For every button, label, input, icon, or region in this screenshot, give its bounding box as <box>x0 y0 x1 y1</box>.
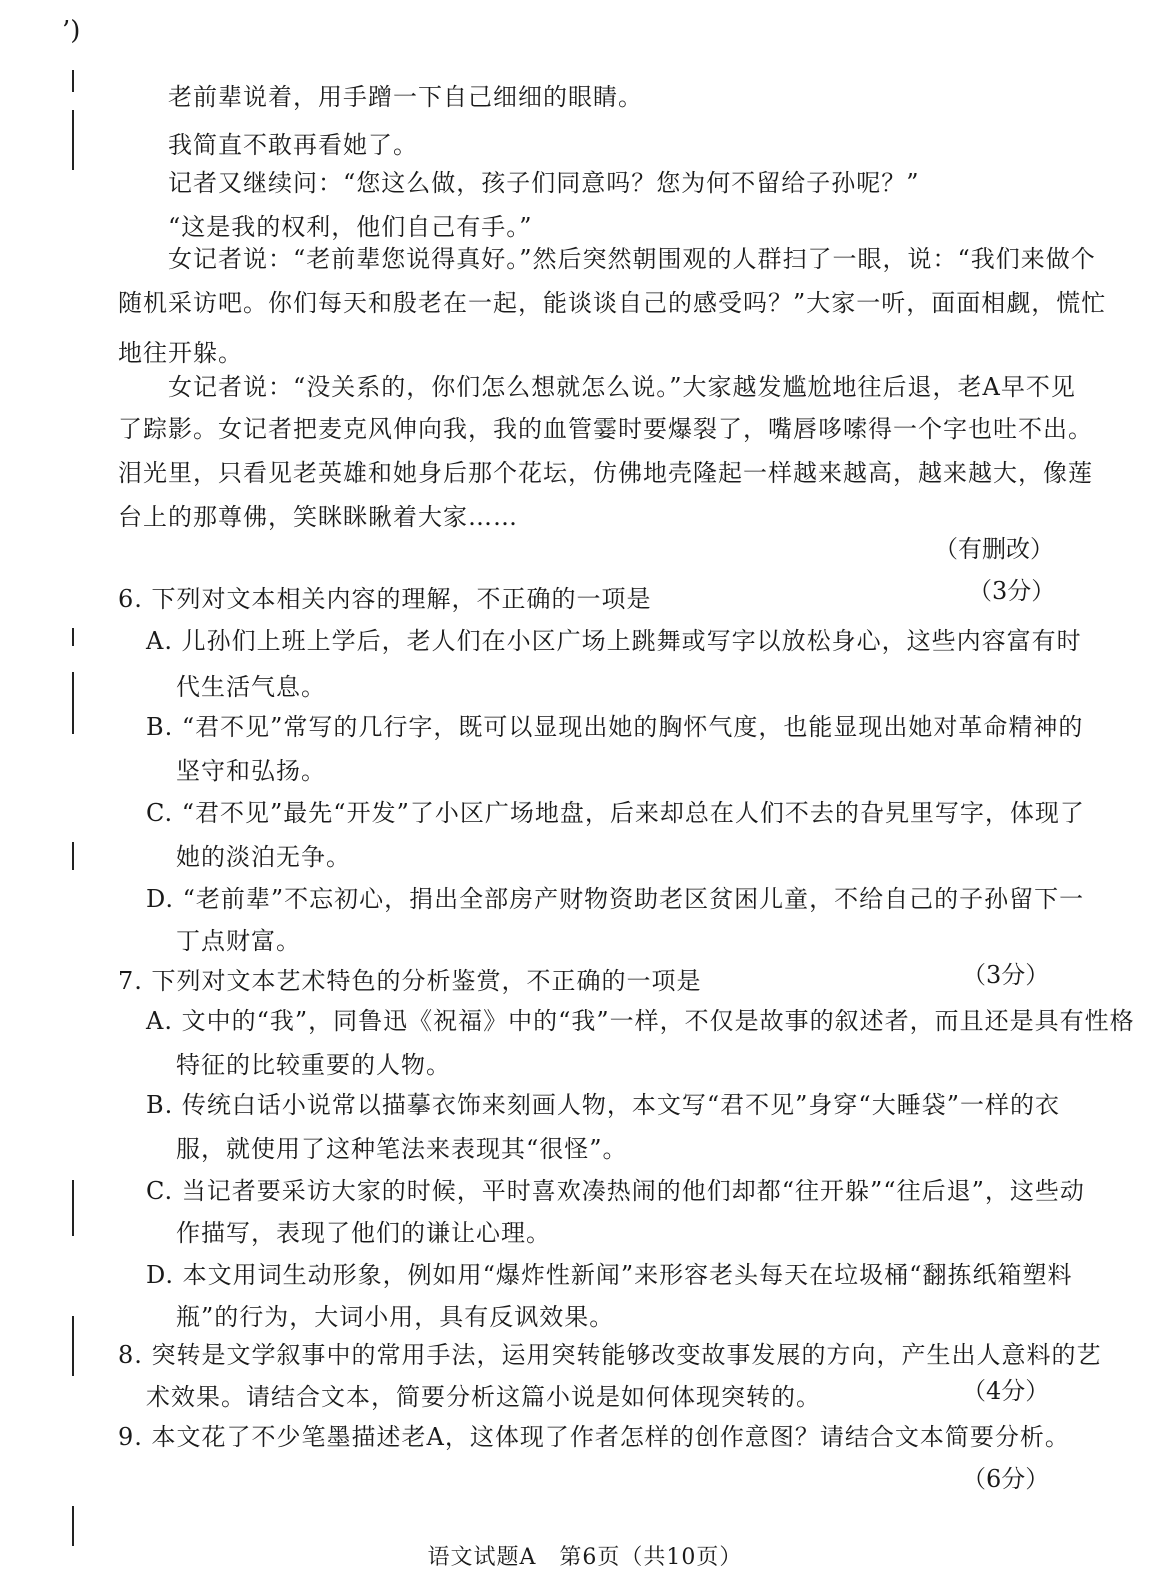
question-stem: 7. 下列对文本艺术特色的分析鉴赏，不正确的一项是 <box>118 967 702 995</box>
passage-line: 泪光里，只看见老英雄和她身后那个花坛，仿佛地壳隆起一样越来越高，越来越大，像莲 <box>118 459 1093 487</box>
option-a: A. 儿孙们上班上学后，老人们在小区广场上跳舞或写字以放松身心，这些内容富有时 <box>146 627 1082 655</box>
source-note: （有删改） <box>934 535 1054 563</box>
option-c: C. “君不见”最先“开发”了小区广场地盘，后来却总在人们不去的旮旯里写字，体现了 <box>146 799 1085 827</box>
margin-mark <box>72 1316 74 1376</box>
option-b-cont: 服，就使用了这种笔法来表现其“很怪”。 <box>176 1135 628 1163</box>
margin-mark <box>72 842 74 870</box>
passage-line: 台上的那尊佛，笑眯眯瞅着大家…… <box>118 503 518 531</box>
page-footer: 语文试题A 第6页（共10页） <box>427 1545 743 1570</box>
question-stem: 6. 下列对文本相关内容的理解，不正确的一项是 <box>118 585 652 613</box>
passage-line: 老前辈说着，用手蹭一下自己细细的眼睛。 <box>168 83 643 111</box>
option-a: A. 文中的“我”，同鲁迅《祝福》中的“我”一样，不仅是故事的叙述者，而且还是具有性格 <box>146 1007 1135 1035</box>
option-a-cont: 特征的比较重要的人物。 <box>176 1051 451 1079</box>
option-a-cont: 代生活气息。 <box>176 673 326 701</box>
option-c: C. 当记者要采访大家的时候，平时喜欢凑热闹的他们却都“往开躲”“往后退”，这些动 <box>146 1177 1085 1205</box>
passage-line: 随机采访吧。你们每天和殷老在一起，能谈谈自己的感受吗？”大家一听，面面相觑，慌忙 <box>118 289 1107 317</box>
option-d: D. “老前辈”不忘初心，捐出全部房产财物资助老区贫困儿童，不给自己的子孙留下一 <box>146 885 1085 913</box>
question-stem: 9. 本文花了不少笔墨描述老A，这体现了作者怎样的创作意图？请结合文本简要分析。 <box>118 1423 1070 1451</box>
passage-line: 女记者说：“没关系的，你们怎么想就怎么说。”大家越发尴尬地往后退，老A早不见 <box>168 373 1076 401</box>
option-d-cont: 瓶”的行为，大词小用，具有反讽效果。 <box>176 1303 615 1331</box>
option-c-cont: 她的淡泊无争。 <box>176 843 351 871</box>
question-stem: 8. 突转是文学叙事中的常用手法，运用突转能够改变故事发展的方向，产生出人意料的艺 <box>118 1341 1102 1369</box>
option-d-cont: 丁点财富。 <box>176 927 301 955</box>
margin-mark <box>72 1506 74 1546</box>
passage-line: “这是我的权利，他们自己有手。” <box>168 213 533 241</box>
passage-line: 我简直不敢再看她了。 <box>168 131 418 159</box>
margin-mark <box>72 672 74 734</box>
option-b: B. 传统白话小说常以描摹衣饰来刻画人物，本文写“君不见”身穿“大睡袋”一样的衣 <box>146 1091 1060 1119</box>
passage-line: 记者又继续问：“您这么做，孩子们同意吗？您为何不留给子孙呢？” <box>168 169 920 197</box>
margin-mark <box>72 1180 74 1236</box>
option-d: D. 本文用词生动形象，例如用“爆炸性新闻”来形容老头每天在垃圾桶“翻拣纸箱塑料 <box>146 1261 1073 1289</box>
option-b-cont: 坚守和弘扬。 <box>176 757 326 785</box>
question-stem-cont: 术效果。请结合文本，简要分析这篇小说是如何体现突转的。 <box>146 1383 821 1411</box>
option-c-cont: 作描写，表现了他们的谦让心理。 <box>176 1219 551 1247</box>
option-b: B. “君不见”常写的几行字，既可以显现出她的胸怀气度，也能显现出她对革命精神的 <box>146 713 1084 741</box>
margin-mark <box>72 70 74 92</box>
question-score: （3分） <box>962 961 1050 989</box>
question-score: （6分） <box>962 1465 1050 1493</box>
passage-line: 地往开躲。 <box>118 339 243 367</box>
corner-scan-mark: ’) <box>62 16 81 46</box>
margin-mark <box>72 110 74 170</box>
margin-mark <box>72 628 74 646</box>
passage-line: 了踪影。女记者把麦克风伸向我，我的血管霎时要爆裂了，嘴唇哆嗦得一个字也吐不出。 <box>118 415 1093 443</box>
question-score: （4分） <box>962 1377 1050 1405</box>
passage-line: 女记者说：“老前辈您说得真好。”然后突然朝围观的人群扫了一眼，说：“我们来做个 <box>168 245 1096 273</box>
question-score: （3分） <box>968 577 1056 605</box>
